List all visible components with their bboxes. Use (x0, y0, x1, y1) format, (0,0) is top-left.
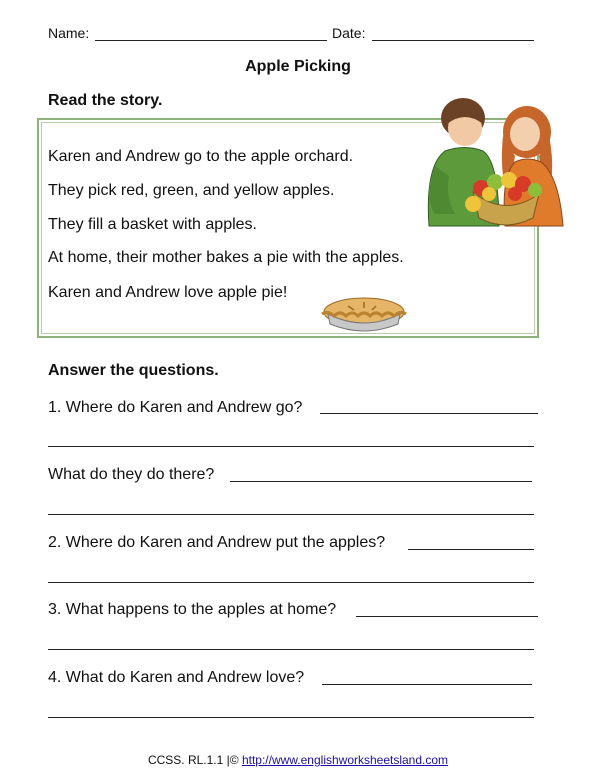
answer-line (48, 446, 534, 447)
story-line: They pick red, green, and yellow apples. (48, 182, 335, 199)
date-label: Date: (332, 25, 366, 41)
footer (0, 753, 596, 767)
answer-line (356, 616, 538, 617)
story-line: Karen and Andrew go to the apple orchard. (48, 148, 354, 165)
question-4: 4. What do Karen and Andrew love? (48, 669, 305, 686)
question-2: 2. Where do Karen and Andrew put the apples? (48, 534, 386, 551)
footer-link[interactable]: http://www.englishworksheetsland.com (241, 753, 449, 767)
apple-pie-illustration (318, 292, 410, 338)
answer-line (230, 481, 532, 482)
name-line (95, 40, 327, 41)
story-line: They fill a basket with apples. (48, 216, 257, 233)
answer-line (48, 649, 534, 650)
footer-standard: CCSS. RL.1.1 |© (147, 753, 239, 767)
story-heading: Read the story. (48, 92, 163, 109)
answer-line (320, 413, 538, 414)
answer-line (48, 582, 534, 583)
story-line: Karen and Andrew love apple pie! (48, 284, 288, 301)
story-line: At home, their mother bakes a pie with the apples. (48, 249, 404, 266)
question-1b: What do they do there? (48, 466, 215, 483)
date-line (372, 40, 534, 41)
question-1: 1. Where do Karen and Andrew go? (48, 399, 303, 416)
questions-heading: Answer the questions. (48, 362, 219, 379)
question-3: 3. What happens to the apples at home? (48, 601, 337, 618)
answer-line (48, 717, 534, 718)
answer-line (408, 549, 534, 550)
page-title: Apple Picking (245, 58, 351, 75)
answer-line (48, 514, 534, 515)
name-label: Name: (48, 25, 90, 41)
answer-line (322, 684, 532, 685)
children-with-apple-basket-illustration (415, 96, 567, 234)
